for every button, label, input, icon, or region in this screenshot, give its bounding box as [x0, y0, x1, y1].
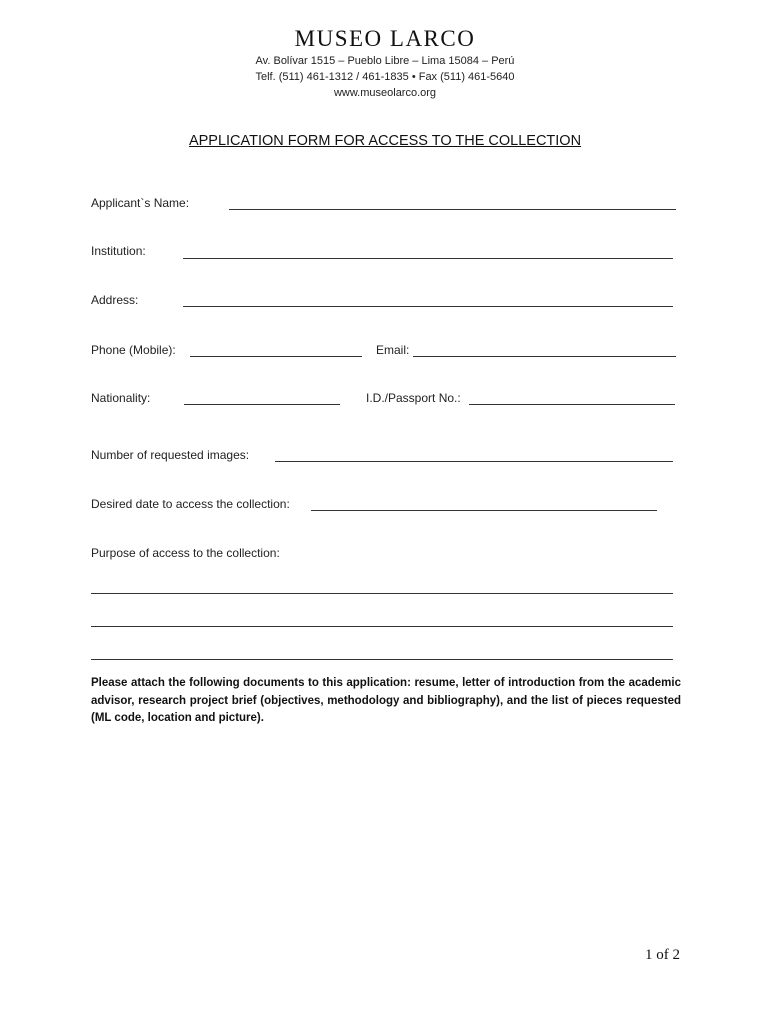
passport-field[interactable]	[469, 404, 675, 405]
applicant-name-label: Applicant`s Name:	[91, 196, 190, 210]
email-label: Email:	[376, 343, 410, 357]
purpose-line-1[interactable]	[91, 593, 673, 594]
requested-images-label: Number of requested images:	[91, 448, 250, 462]
requested-images-field[interactable]	[275, 461, 673, 462]
attachment-notice: Please attach the following documents to this application: resume, letter of introduction from the academic advisor, research project brief (objectives, methodology and bibliography), and the list of pieces requested (ML code, location and picture).	[91, 677, 681, 724]
museum-address: Av. Bolívar 1515 – Pueblo Libre – Lima 15084 – Perú	[255, 55, 515, 67]
purpose-label: Purpose of access to the collection:	[91, 546, 280, 560]
applicant-name-field[interactable]	[229, 209, 676, 210]
purpose-line-3[interactable]	[91, 659, 673, 660]
nationality-label: Nationality:	[91, 391, 151, 405]
form-title: APPLICATION FORM FOR ACCESS TO THE COLLECTION	[188, 133, 582, 149]
museum-phone-fax: Telf. (511) 461-1312 / 461-1835 • Fax (511) 461-5640	[255, 71, 515, 83]
email-field[interactable]	[413, 356, 676, 357]
address-field[interactable]	[183, 306, 673, 307]
museum-name: MUSEO LARCO	[294, 26, 476, 51]
address-label: Address:	[91, 293, 139, 307]
museum-website: www.museolarco.org	[333, 87, 437, 99]
phone-field[interactable]	[190, 356, 362, 357]
desired-date-field[interactable]	[311, 510, 657, 511]
phone-label: Phone (Mobile):	[91, 343, 176, 357]
purpose-line-2[interactable]	[91, 626, 673, 627]
passport-label: I.D./Passport No.:	[366, 391, 461, 405]
nationality-field[interactable]	[184, 404, 340, 405]
institution-field[interactable]	[183, 258, 673, 259]
institution-label: Institution:	[91, 244, 146, 258]
desired-date-label: Desired date to access the collection:	[91, 497, 290, 511]
page-number: 1 of 2	[645, 947, 680, 963]
